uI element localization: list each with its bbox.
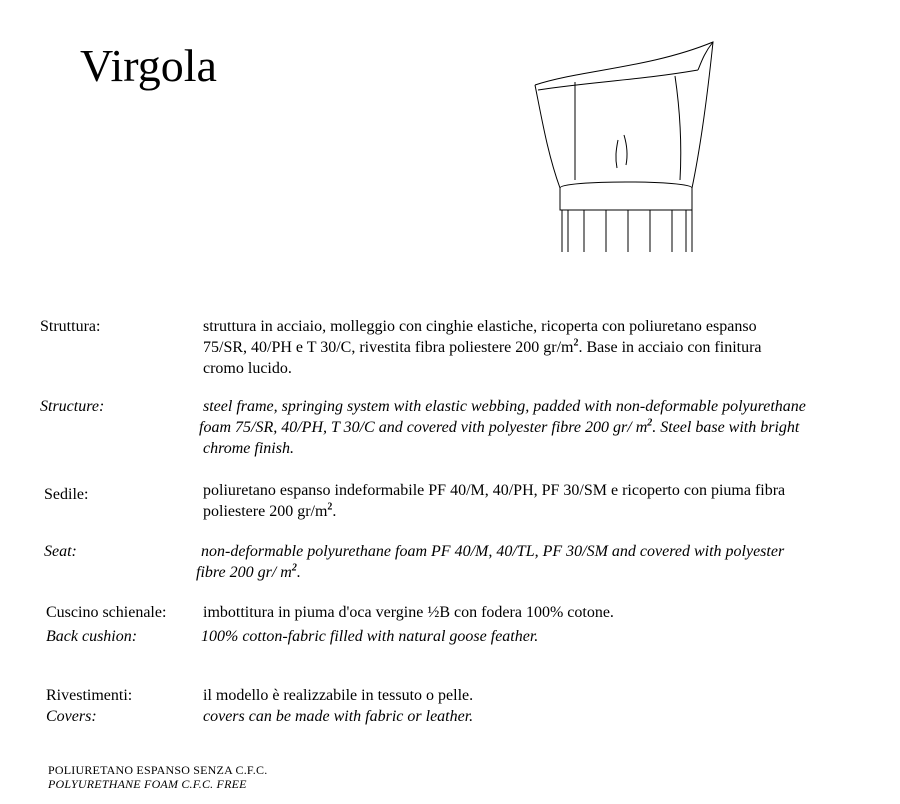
struttura-line-1: struttura in acciaio, molleggio con cinghie elastiche, ricoperta con poliuretano espanso (203, 318, 757, 335)
product-title: Virgola (80, 40, 217, 91)
seat-line-2: fibre 200 gr/ $m^2$. (196, 562, 301, 581)
cuscino-text: imbottitura in piuma d'oca vergine ½B con fodera 100% cotone. (203, 604, 614, 621)
structure-line-2: foam 75/SR, 40/PH, T 30/C and covered vith polyester fibre 200 gr/ $m^2$. Steel base with bright (199, 417, 800, 436)
footer-line-2: POLYURETHANE FOAM C.F.C. FREE (48, 777, 247, 791)
struttura-line-2: 75/SR, 40/PH e T 30/C, rivestita fibra poliestere 200 $gr/m^2$. Base in acciaio con finitura (203, 337, 762, 356)
seat-line-1: non-deformable polyurethane foam PF 40/M, 40/TL, PF 30/SM and covered with polyester (201, 543, 785, 560)
chair-left-arm (535, 85, 560, 188)
rivestimenti-label: Rivestimenti: (46, 687, 133, 704)
covers-label: Covers: (46, 708, 97, 725)
struttura-line-3: cromo lucido. (203, 360, 292, 377)
chair-inner-line (538, 70, 698, 90)
chair-crease (616, 140, 618, 168)
covers-text: covers can be made with fabric or leather. (203, 708, 474, 725)
sedile-line-1: poliuretano espanso indeformabile PF 40/M, 40/PH, PF 30/SM e ricoperto con piuma fibra (203, 482, 786, 499)
chair-base (562, 210, 692, 252)
sedile-line-2: poliestere 200 $gr/m^2$. (203, 501, 337, 520)
seat-label: Seat: (44, 543, 77, 560)
chair-seat (560, 182, 692, 210)
chair-crease-2 (624, 135, 627, 165)
structure-label: Structure: (40, 398, 105, 415)
footer-line-1: POLIURETANO ESPANSO SENZA C.F.C. (48, 763, 268, 777)
struttura-label: Struttura: (40, 318, 101, 335)
rivestimenti-text: il modello è realizzabile in tessuto o pelle. (203, 687, 474, 704)
chair-panel-right (675, 76, 681, 180)
structure-line-1: steel frame, springing system with elastic webbing, padded with non-deformable polyurethane (203, 398, 806, 415)
chair-drawing (520, 30, 740, 260)
chair-back-outline (535, 42, 713, 188)
cuscino-label: Cuscino schienale: (46, 604, 167, 621)
structure-line-3: chrome finish. (203, 440, 294, 457)
back-cushion-text: 100% cotton-fabric filled with natural goose feather. (201, 628, 539, 645)
back-cushion-label: Back cushion: (46, 628, 138, 645)
sedile-label: Sedile: (44, 486, 89, 503)
